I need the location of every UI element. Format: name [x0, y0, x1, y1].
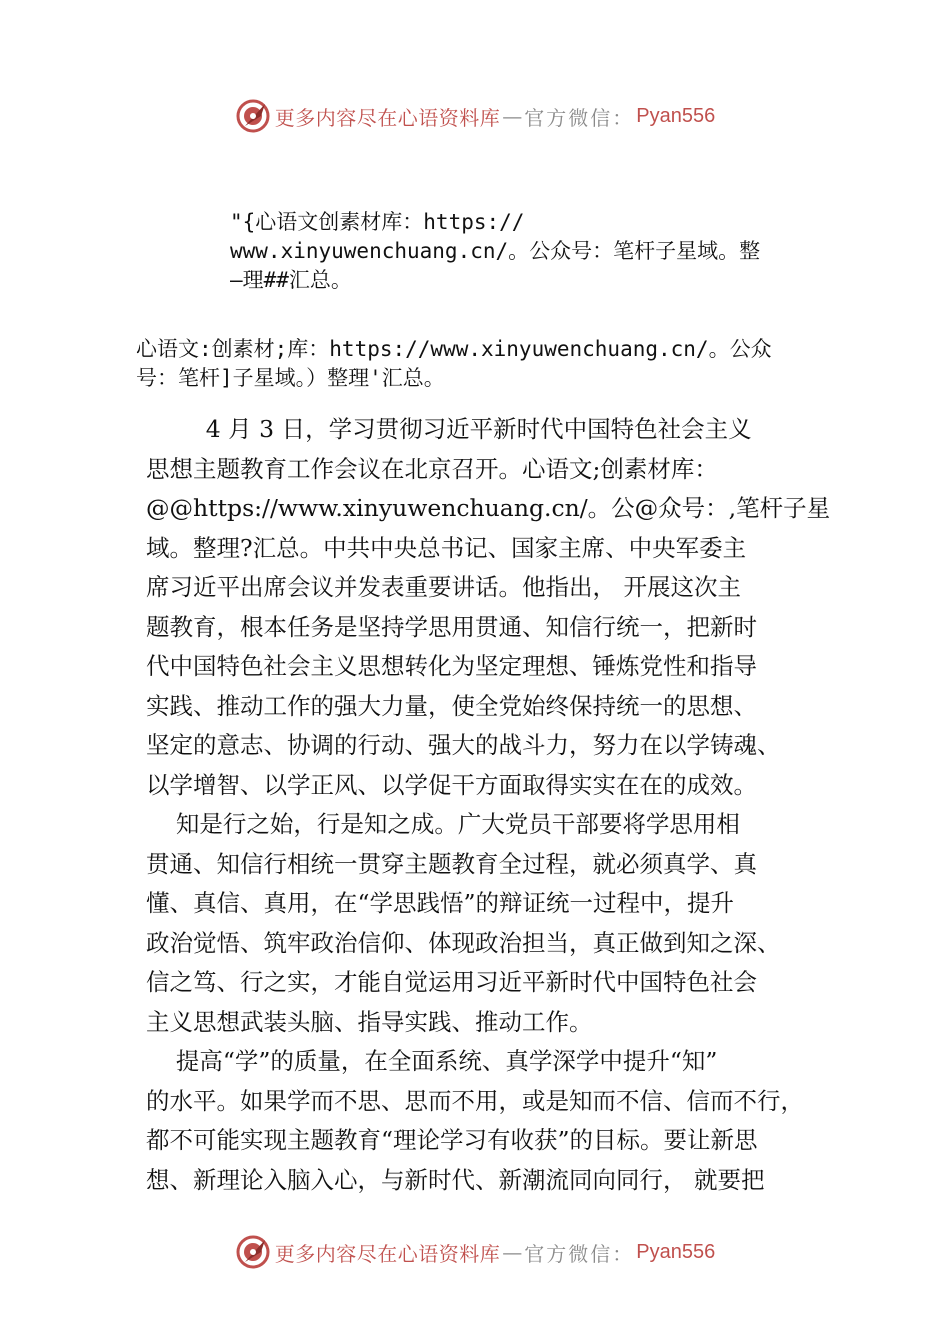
- banner-wechat-id: Pyan556: [636, 104, 716, 127]
- header-banner: [0, 92, 950, 140]
- article-body: [146, 410, 836, 1200]
- footer-dash: —: [502, 1240, 523, 1264]
- footer-wechat-label: 官方微信：: [524, 1241, 635, 1266]
- footer-wechat-id: Pyan556: [636, 1240, 716, 1263]
- banner-slogan: 更多内容尽在心语资料库: [274, 105, 501, 130]
- paragraph-3: 提高“学”的质量，在全面系统、真学深学中提升“知” 的水平。如果学而不思、思而不用，或是知而不信、信而不行， 都不可能实现主题教育“理论学习有收获”的目标。要让新思 想、新理论入脑入心，与新时代、新潮流同向同行， 就要把: [146, 1047, 804, 1194]
- footer-slogan: 更多内容尽在心语资料库: [274, 1241, 501, 1266]
- brand-logo-icon: [235, 98, 271, 134]
- banner-wechat-label: 官方微信：: [524, 105, 635, 130]
- paragraph-2: 知是行之始，行是知之成。广大党员干部要将学思用相 贯通、知信行相统一贯穿主题教育全过程，就必须真学、真 懂、真信、真用，在“学思践悟”的辩证统一过程中，提升 政治觉悟、筑牢政治信仰、体现政治担当，真正做到知之深、 信之笃、行之实，才能自觉运用习近平新时代中国特色社会 主义思想武装头脑、指导实践、推动工作。: [146, 810, 781, 1036]
- source-note-2: 心语文:创素材;库：https://www.xinyuwenchuang.cn/。公众 号：笔杆]子星域。）整理'汇总。: [136, 337, 772, 390]
- source-note-1: "{心语文创素材库：https:// www.xinyuwenchuang.cn/。公众号：笔杆子星域。整 —理##汇总。: [230, 210, 761, 292]
- banner-dash: —: [502, 104, 523, 128]
- brand-logo-icon: [235, 1234, 271, 1270]
- paragraph-1: 4 月 3 日，学习贯彻习近平新时代中国特色社会主义 思想主题教育工作会议在北京召开。心语文;创素材库： @@https://www.xinyuwenchuang.cn/。公@众号：,笔杆子星 域。整理?汇总。中共中央总书记、国家主席、中央军委主 席习近平出席会议并发表重要讲话。他指出， 开展这次主 题教育，根本任务是坚持学思用贯通、知信行统一，把新时 代中国特色社会主义思想转化为坚定理想、锤炼党性和指导 实践、推动工作的强大力量，使全党始终保持统一的思想、 坚定的意志、协调的行动、强大的战斗力，努力在以学铸魂、 以学增智、以学正风、以学促干方面取得实实在在的成效。: [146, 415, 831, 799]
- footer-banner: [0, 1228, 950, 1276]
